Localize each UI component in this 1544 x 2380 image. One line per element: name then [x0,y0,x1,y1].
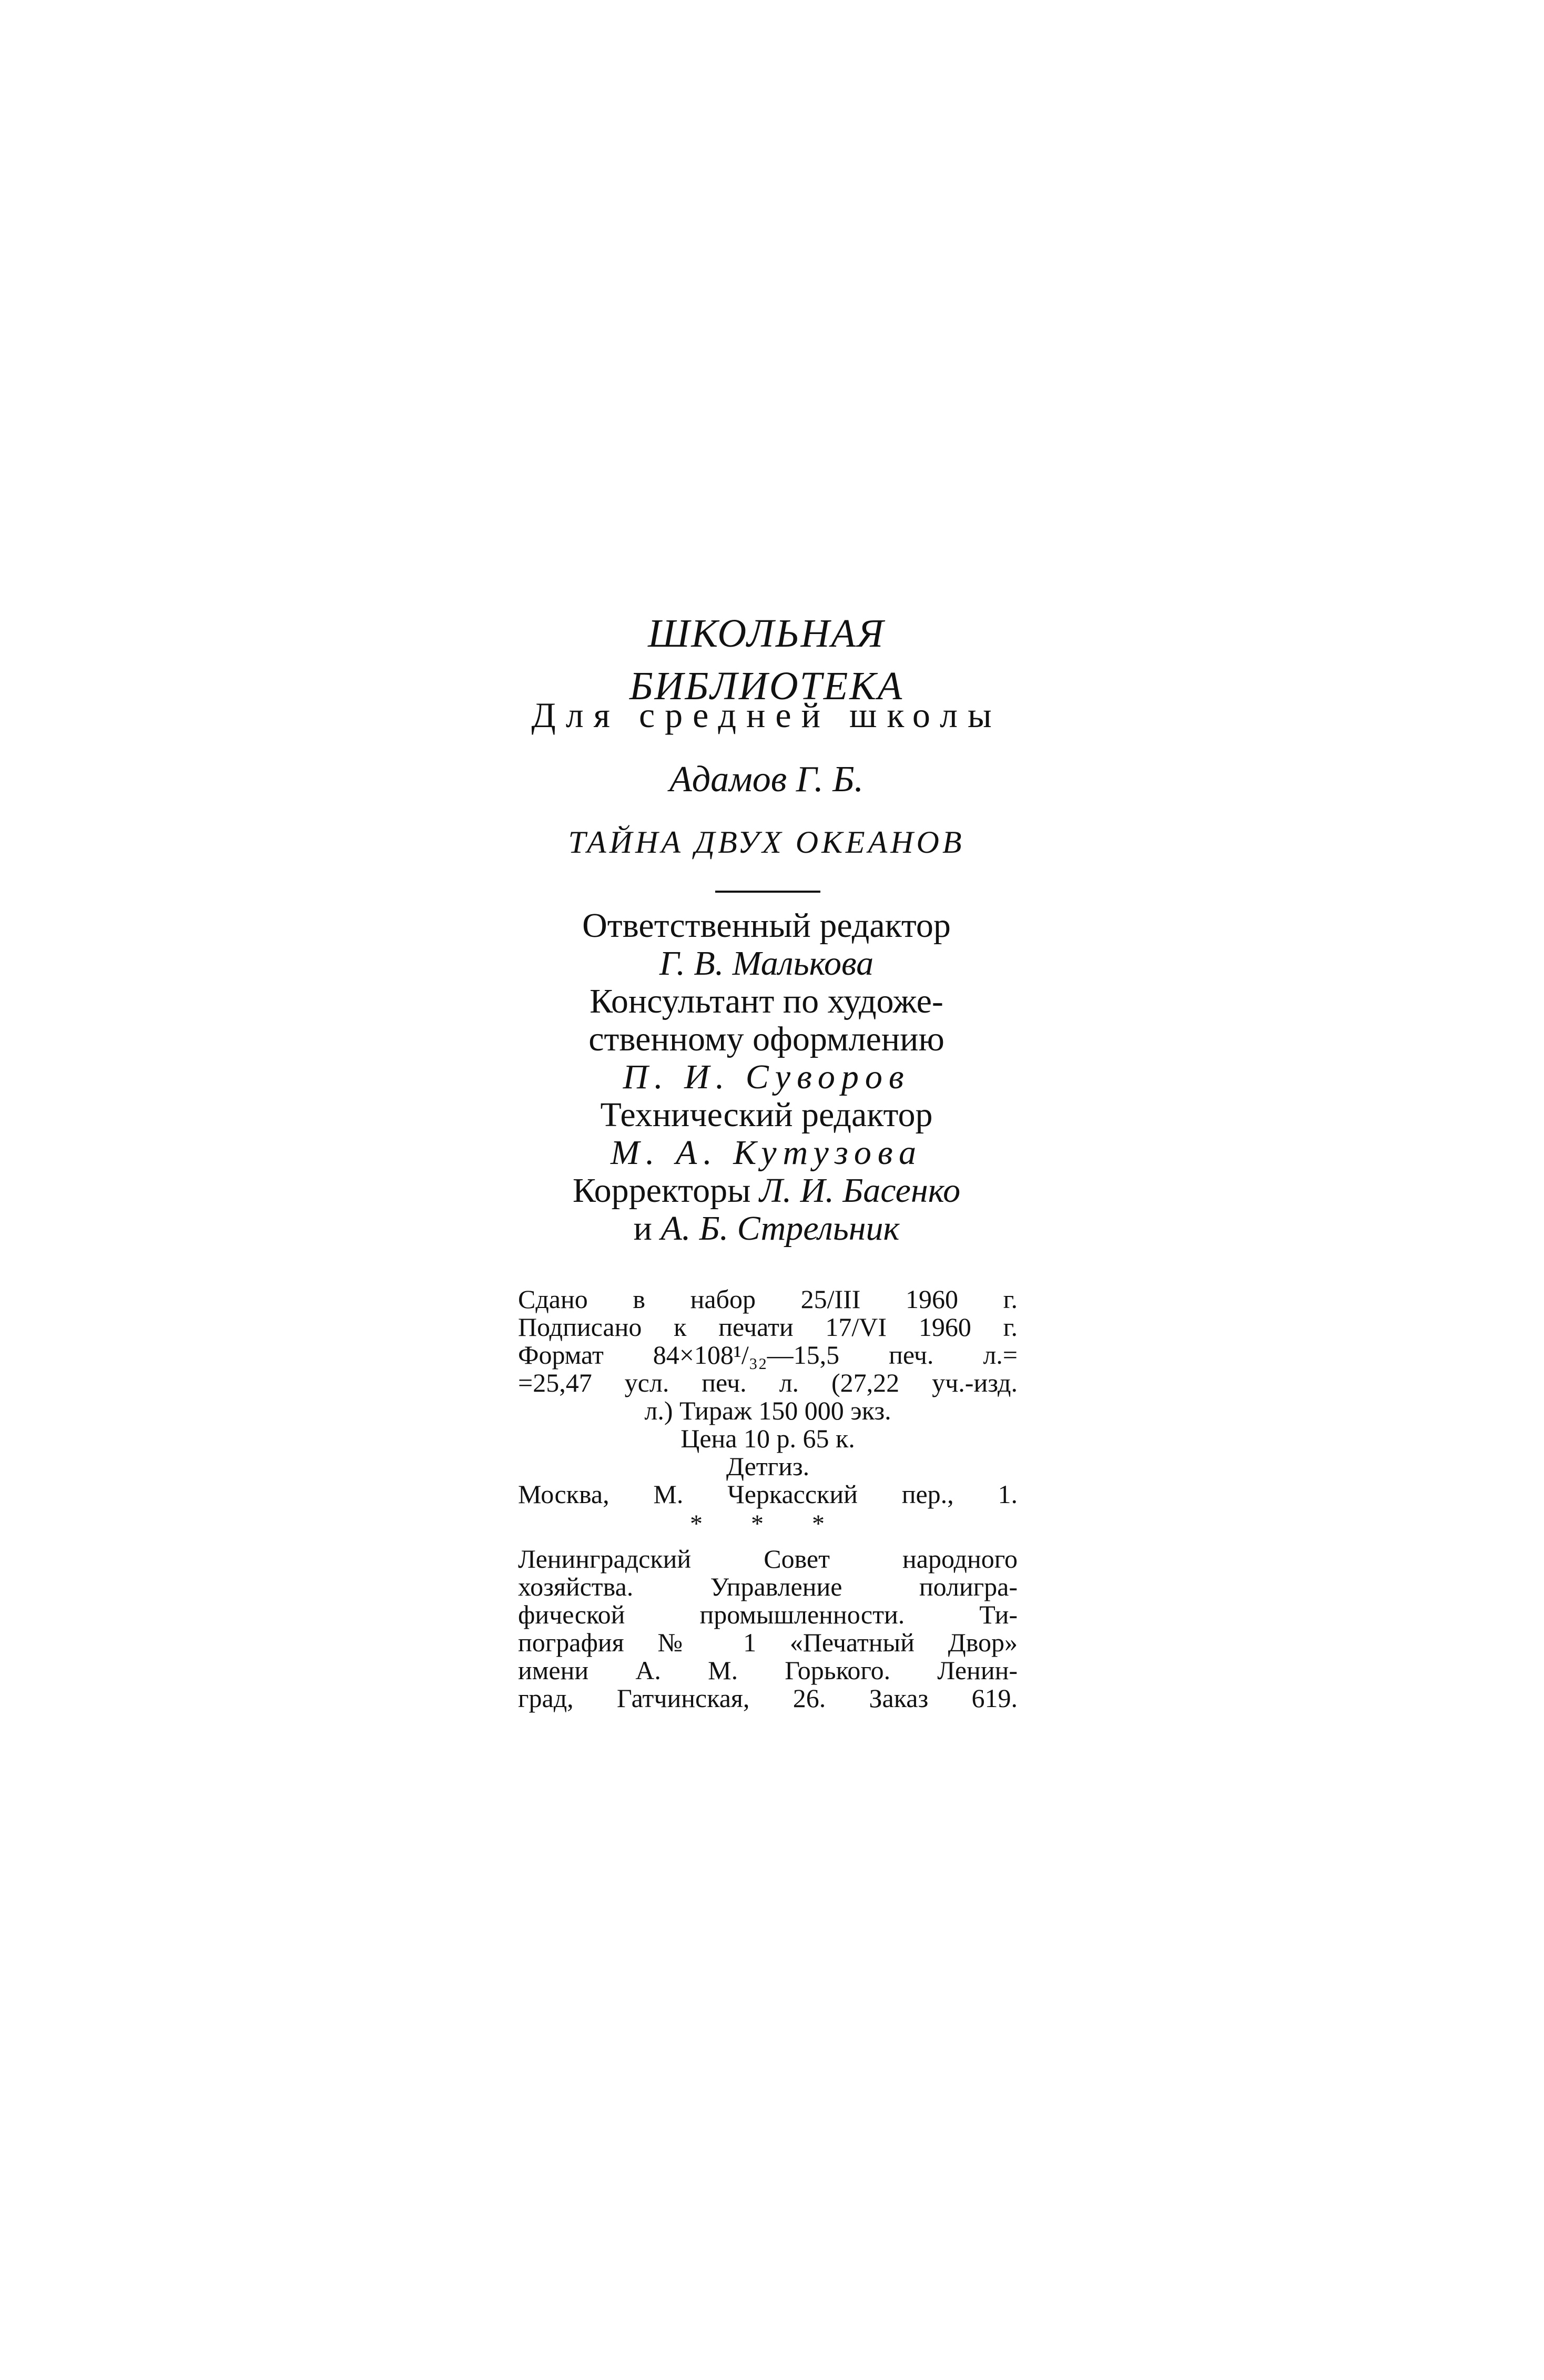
art-consultant-role-1: Консультант по художе- [590,982,943,1020]
imprint-line: =25,47 усл. печ. л. (27,22 уч.-изд. [518,1368,1018,1397]
imprint-line: Москва, М. Черкасский пер., 1. [518,1479,1018,1509]
proofreader-2-line [515,1210,1018,1248]
imprint-line: л.) Тираж 150 000 экз. [644,1396,891,1425]
audience-line: Для средней школы [531,695,1002,735]
resp-editor-name: Г. В. Малькова [659,944,874,983]
series-title: ШКОЛЬНАЯ БИБЛИОТЕКА [629,611,904,708]
divider-rule [715,891,820,893]
imprint-line: Цена 10 р. 65 к. [680,1424,855,1453]
imprint-line: Подписано к печати 17/VI 1960 г. [518,1312,1018,1342]
tech-editor-role: Технический редактор [600,1096,933,1134]
proofreaders-role: Корректоры [572,1171,751,1210]
printer-line: Ленинградский Совет народного [518,1544,1018,1574]
proofreader-1: Л. И. Басенко [759,1171,961,1210]
credits-block [515,907,1018,1248]
tech-editor-name: М. А. Кутузова [610,1133,923,1172]
printer-line: хозяйства. Управление полигра- [518,1572,1018,1601]
proofreader-2: А. Б. Стрельник [661,1209,900,1248]
proofreaders-and: и [633,1209,652,1248]
imprint-block [518,1285,1018,1712]
art-consultant-name: П. И. Суворов [623,1058,910,1096]
proofreaders-line [515,1172,1018,1210]
separator-stars: * * * [690,1510,846,1538]
printer-line: пография № 1 «Печатный Двор» [518,1628,1018,1657]
resp-editor-role: Ответственный редактор [582,906,951,945]
printer-line: имени А. М. Горького. Ленин- [518,1656,1018,1685]
book-title: ТАЙНА ДВУХ ОКЕАНОВ [568,825,965,860]
imprint-line: Детгиз. [726,1452,810,1481]
imprint-line: Сдано в набор 25/III 1960 г. [518,1284,1018,1314]
printer-line: град, Гатчинская, 26. Заказ 619. [518,1683,1018,1713]
printer-line: фической промышленности. Ти- [518,1600,1018,1629]
author-line: Адамов Г. Б. [669,759,864,800]
art-consultant-role-2: ственному оформлению [588,1020,944,1058]
imprint-line: Формат 84×108¹/₃₂—15,5 печ. л.= [518,1340,1018,1370]
